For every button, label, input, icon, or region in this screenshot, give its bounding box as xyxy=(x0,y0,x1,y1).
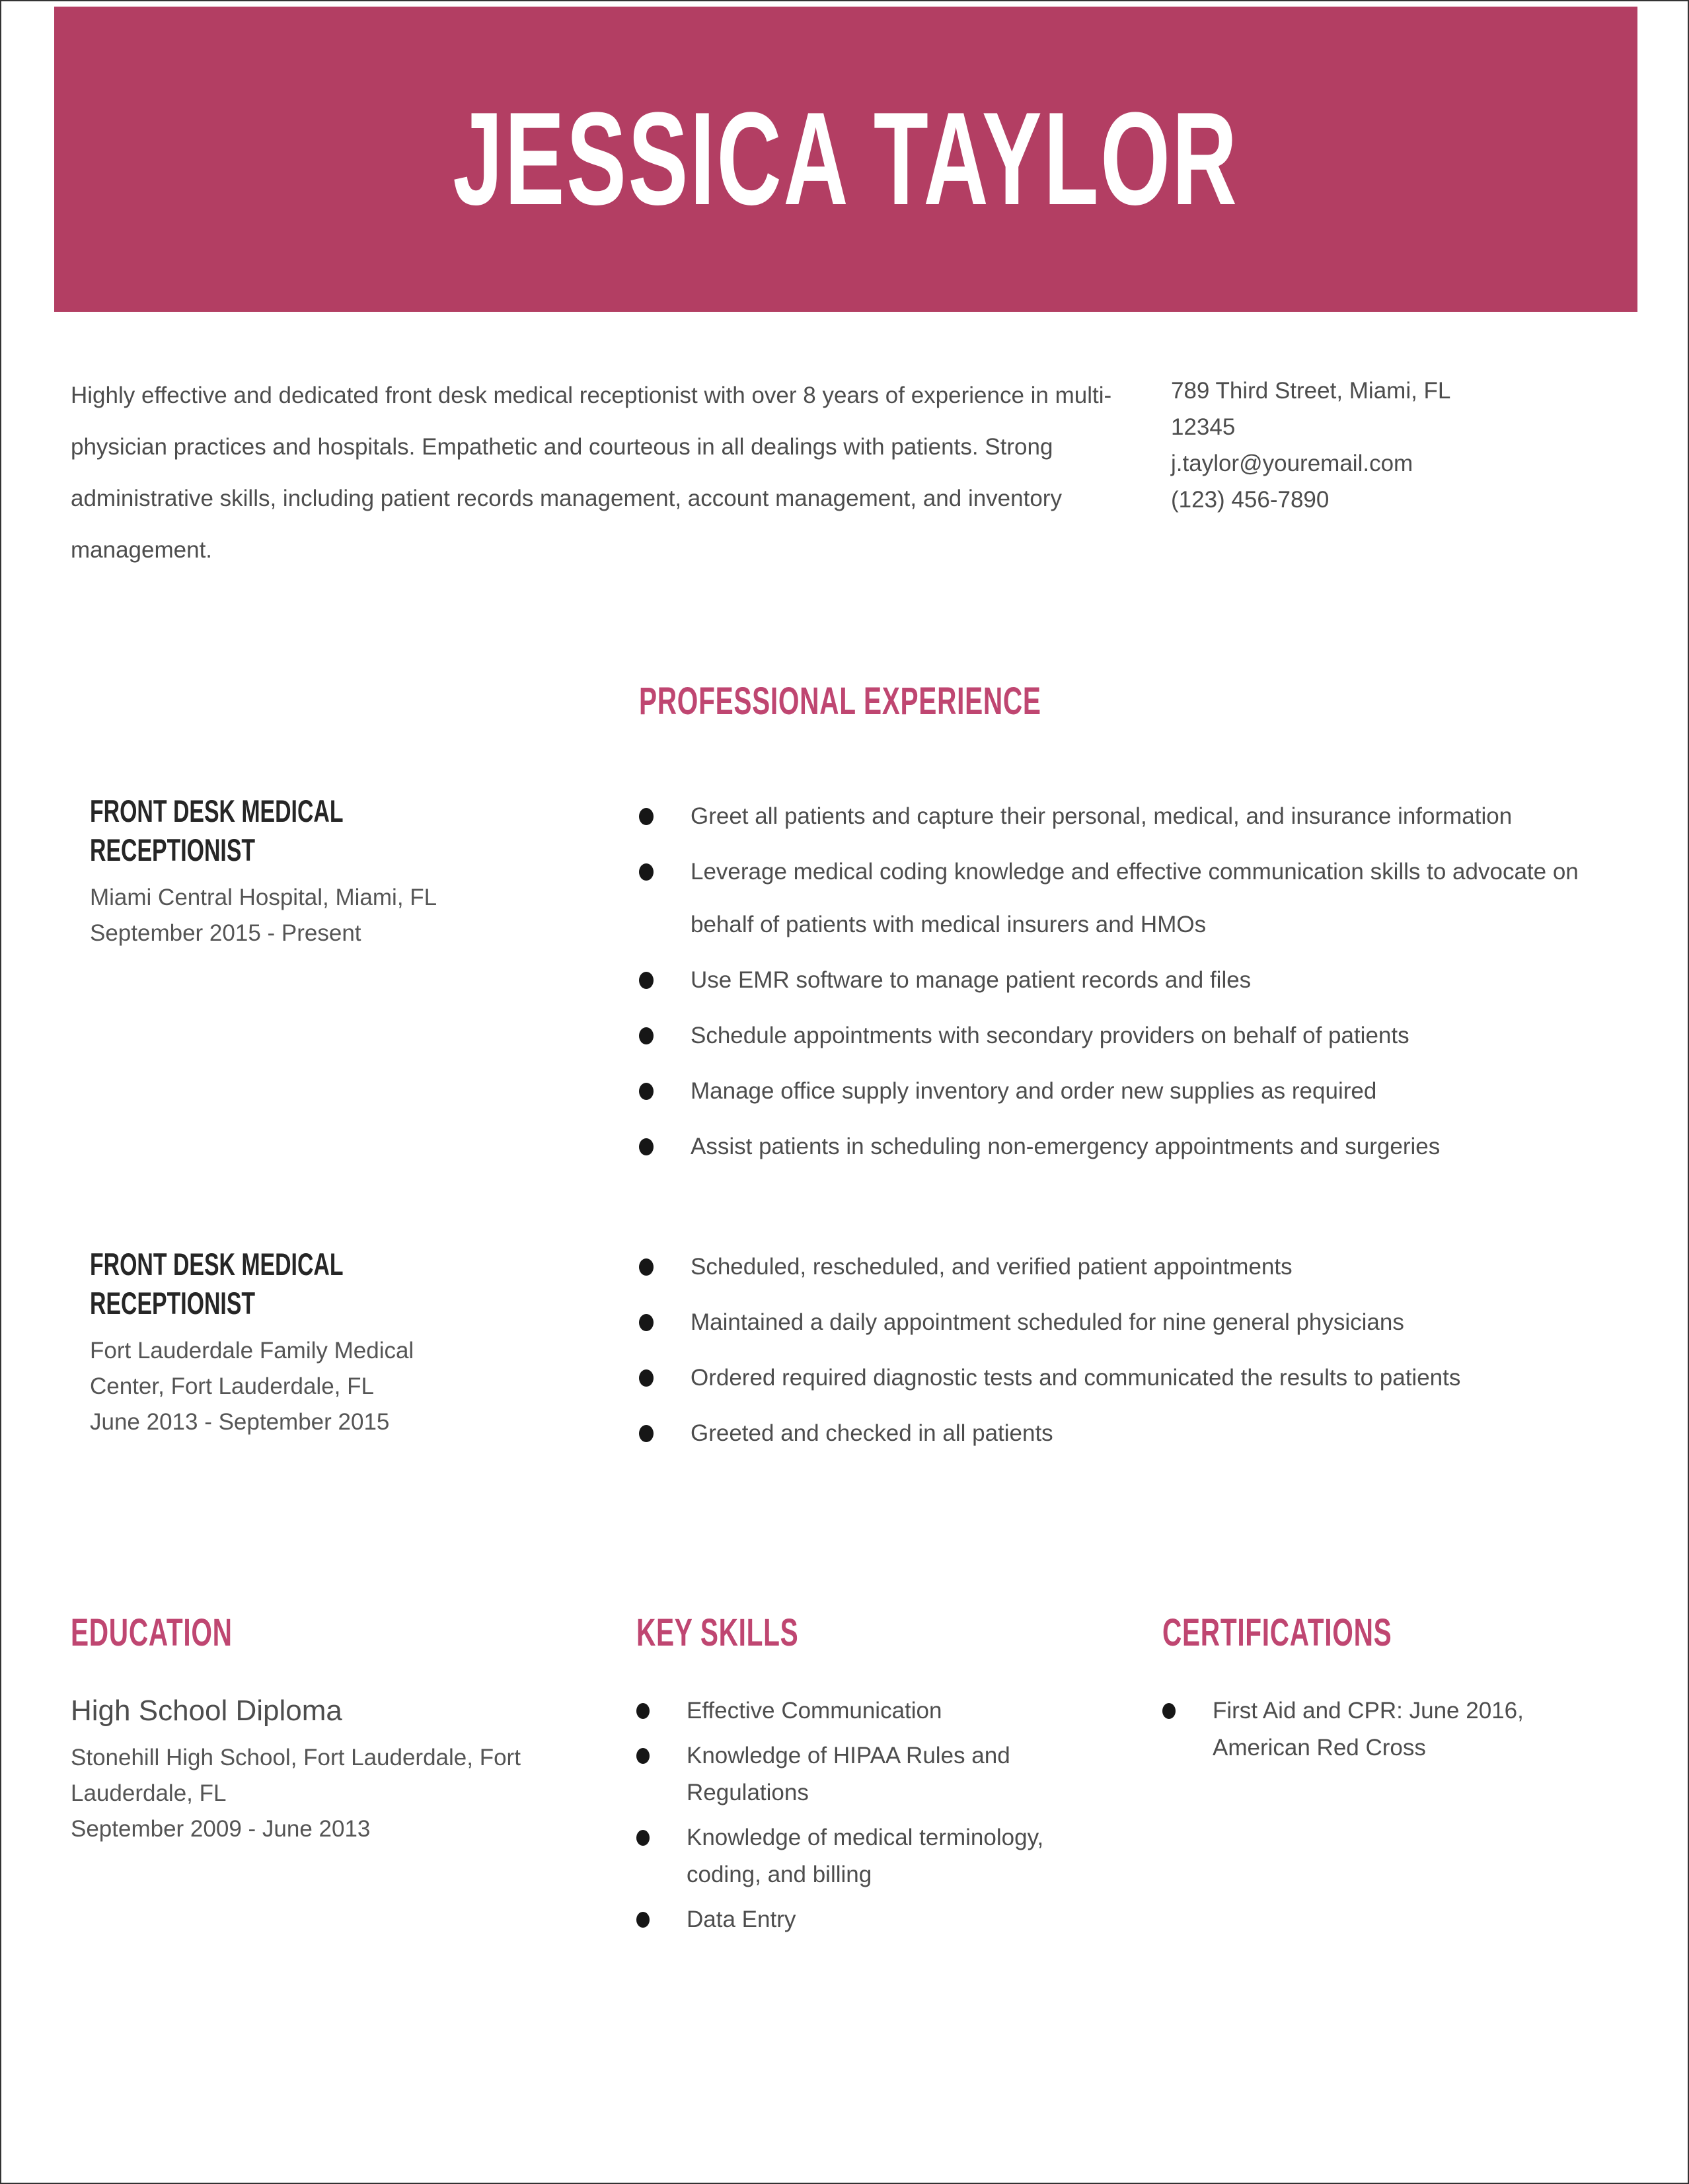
bullet-icon xyxy=(636,1912,650,1928)
bullet-icon xyxy=(639,1138,654,1155)
bullet-icon xyxy=(636,1748,650,1764)
list-item: Scheduled, rescheduled, and verified patient appointments xyxy=(639,1241,1641,1293)
list-item: Leverage medical coding knowledge and effective communication skills to advocate on behalf of patients with medical insurers and HMOs xyxy=(639,846,1641,951)
job1-title: FRONT DESK MEDICAL RECEPTIONIST xyxy=(90,793,343,867)
bullet-icon xyxy=(639,1369,654,1387)
list-item: Knowledge of HIPAA Rules and Regulations xyxy=(636,1737,1099,1811)
job1-org: Miami Central Hospital, Miami, FL xyxy=(90,885,437,910)
bullet-icon xyxy=(639,972,654,989)
list-item: Greet all patients and capture their personal, medical, and insurance information xyxy=(639,790,1641,843)
bullet-icon xyxy=(639,808,654,825)
section-heading-education: EDUCATION xyxy=(71,1611,233,1654)
bullet-icon xyxy=(639,1083,654,1100)
candidate-name: JESSICA TAYLOR xyxy=(453,85,1239,233)
contact-phone: (123) 456-7890 xyxy=(1171,487,1330,513)
bullet-icon xyxy=(636,1830,650,1846)
bullet-icon xyxy=(639,1258,654,1276)
education-dates: September 2009 - June 2013 xyxy=(71,1816,371,1842)
list-item: Ordered required diagnostic tests and communicated the results to patients xyxy=(639,1352,1641,1404)
list-item: Use EMR software to manage patient records and files xyxy=(639,954,1641,1007)
header-banner xyxy=(54,7,1637,312)
list-item: Effective Communication xyxy=(636,1693,1099,1729)
bullet-icon xyxy=(1162,1703,1176,1719)
section-heading-key-skills: KEY SKILLS xyxy=(636,1611,799,1654)
contact-zip: 12345 xyxy=(1171,414,1236,440)
bullet-icon xyxy=(639,863,654,881)
list-item: Knowledge of medical terminology, coding, and billing xyxy=(636,1819,1099,1893)
list-item: First Aid and CPR: June 2016, American Red Cross xyxy=(1162,1693,1585,1766)
job1-bullet-list xyxy=(639,790,1641,1176)
job2-title: FRONT DESK MEDICAL RECEPTIONIST xyxy=(90,1247,343,1321)
list-item: Schedule appointments with secondary providers on behalf of patients xyxy=(639,1009,1641,1062)
contact-block xyxy=(1171,373,1647,518)
list-item: Greeted and checked in all patients xyxy=(639,1407,1641,1460)
job2-meta xyxy=(90,1333,486,1440)
bullet-icon xyxy=(639,1314,654,1331)
contact-email: j.taylor@youremail.com xyxy=(1171,451,1413,476)
job1-meta xyxy=(90,880,486,951)
section-heading-experience: PROFESSIONAL EXPERIENCE xyxy=(639,680,1041,723)
bullet-icon xyxy=(639,1425,654,1442)
education-school: Stonehill High School, Fort Lauderdale, Fort Lauderdale, FL xyxy=(71,1745,521,1806)
job2-org: Fort Lauderdale Family Medical Center, Fort Lauderdale, FL xyxy=(90,1338,414,1399)
bullet-icon xyxy=(639,1027,654,1044)
list-item: Maintained a daily appointment scheduled for nine general physicians xyxy=(639,1296,1641,1349)
job2-bullet-list xyxy=(639,1241,1641,1463)
certifications-list xyxy=(1162,1693,1585,1774)
list-item: Assist patients in scheduling non-emergency appointments and surgeries xyxy=(639,1120,1641,1173)
education-degree: High School Diploma xyxy=(71,1694,342,1727)
summary-text: Highly effective and dedicated front desk medical receptionist with over 8 years of experience in multi-physician practices and hospitals. Empathetic and courteous in all dealings with patients. Strong administrative skills, including patient records management, account management, and inventory management. xyxy=(71,382,1112,563)
contact-street: 789 Third Street, Miami, FL xyxy=(1171,378,1451,404)
job2-dates: June 2013 - September 2015 xyxy=(90,1409,390,1435)
bullet-icon xyxy=(636,1703,650,1719)
job1-dates: September 2015 - Present xyxy=(90,920,361,946)
list-item: Data Entry xyxy=(636,1901,1099,1938)
section-heading-certifications: CERTIFICATIONS xyxy=(1162,1611,1392,1654)
list-item: Manage office supply inventory and order new supplies as required xyxy=(639,1065,1641,1118)
education-details xyxy=(71,1740,533,1847)
key-skills-list xyxy=(636,1693,1099,1946)
